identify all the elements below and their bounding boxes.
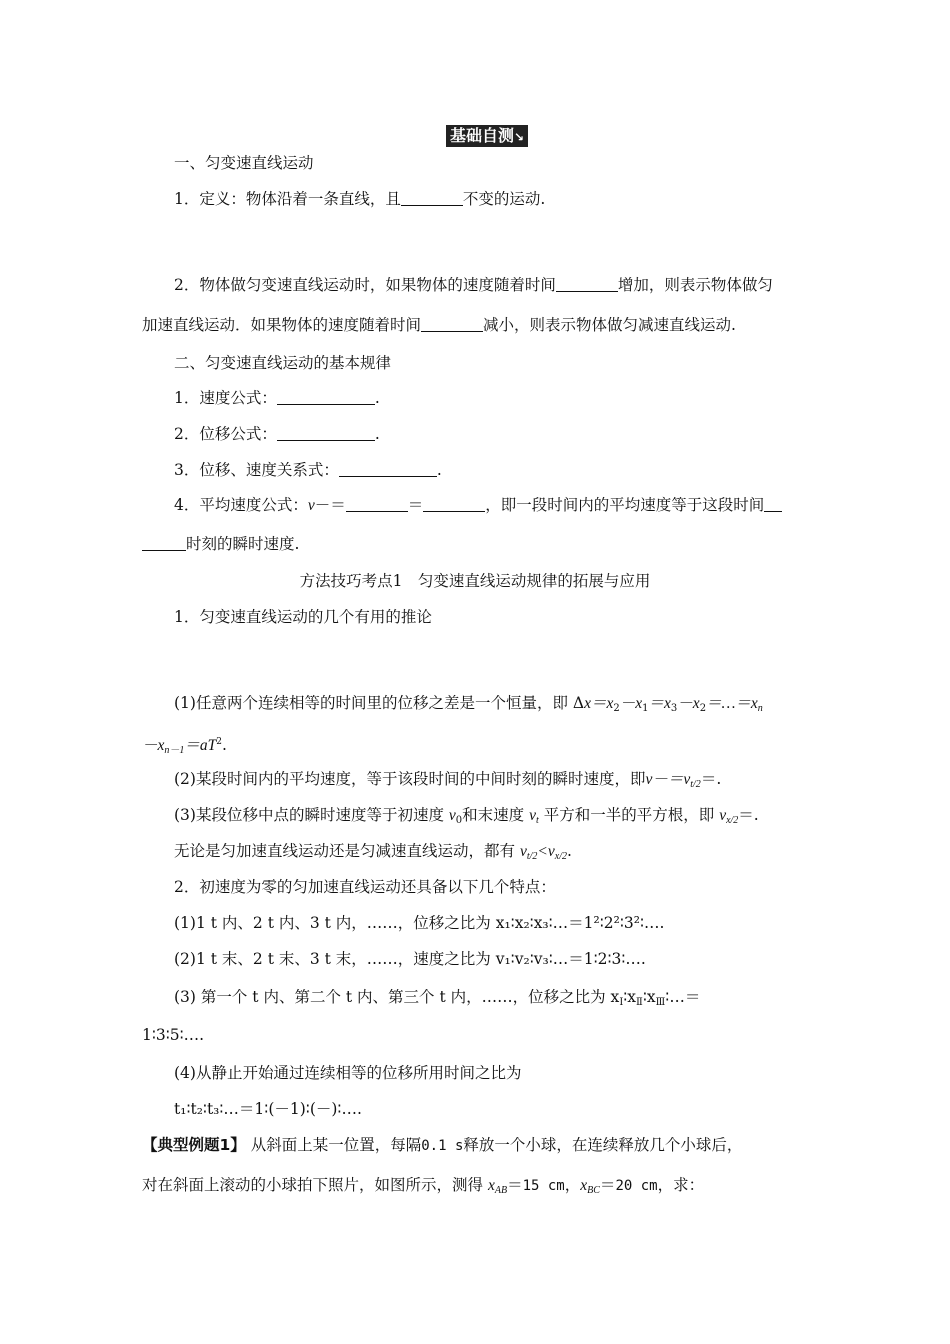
blank bbox=[423, 497, 485, 512]
feature-4-ratio: t₁∶t₂∶t₃∶…＝1∶(－1)∶(－)∶…. bbox=[174, 1100, 362, 1118]
blank bbox=[346, 497, 408, 512]
feature-3-line-2: 1∶3∶5∶…. bbox=[142, 1026, 205, 1044]
formula-relation: 3．位移、速度关系式： . bbox=[174, 461, 442, 479]
blank bbox=[277, 426, 375, 441]
features-heading: 2．初速度为零的匀加速直线运动还具备以下几个特点： bbox=[174, 878, 556, 896]
inference-1-line-1: (1)任意两个连续相等的时间里的位移之差是一个恒量，即 $\Delta x=x_2-x_1=x_3-x_2=\dots=x_n$ bbox=[174, 694, 763, 714]
para-2-line-1: 2．物体做匀变速直线运动时，如果物体的速度随着时间 增加，则表示物体做匀 bbox=[174, 276, 773, 294]
blank bbox=[401, 191, 463, 206]
blank bbox=[421, 317, 483, 332]
example-label: 【典型例题1】 bbox=[142, 1136, 246, 1154]
inference-4: 无论是匀加速直线运动还是匀减速直线运动，都有 $v_{t/2}<v_{x/2}$. bbox=[174, 842, 572, 862]
section-badge bbox=[446, 125, 528, 147]
inference-heading: 1．匀变速直线运动的几个有用的推论 bbox=[174, 608, 432, 626]
para-2-line-2: 加速直线运动．如果物体的速度随着时间 减小，则表示物体做匀减速直线运动. bbox=[142, 316, 736, 334]
arrow-icon: ↘ bbox=[514, 130, 525, 144]
inference-2: (2)某段时间内的平均速度，等于该段时间的中间时刻的瞬时速度，即$v-=v_{t/2}=$. bbox=[174, 770, 722, 790]
feature-2: (2)1 t 末、2 t 末、3 t 末，……，速度之比为 v₁∶v₂∶v₃∶…＝1∶2∶3∶…. bbox=[174, 950, 646, 968]
inference-3: (3)某段位移中点的瞬时速度等于初速度 $v_0$和末速度 $v_t$ 平方和一半的平方根，即 $v_{x/2}=$. bbox=[174, 806, 759, 826]
formula-velocity: 1．速度公式： . bbox=[174, 389, 380, 407]
feature-3-line-1: (3) 第一个 t 内、第二个 t 内、第三个 t 内，……，位移之比为 $x_Ⅰ∶x_Ⅱ∶x_Ⅲ∶\dots=$ bbox=[174, 988, 701, 1008]
definition-line: 1．定义：物体沿着一条直线，且 不变的运动. bbox=[174, 190, 546, 208]
blank bbox=[277, 390, 375, 405]
feature-4: (4)从静止开始通过连续相等的位移所用时间之比为 bbox=[174, 1064, 522, 1082]
method-title: 方法技巧考点1 匀变速直线运动规律的拓展与应用 bbox=[299, 572, 651, 590]
section-title-2: 二、匀变速直线运动的基本规律 bbox=[174, 354, 392, 372]
badge-text: 基础自测 bbox=[450, 126, 515, 145]
example-line-2: 对在斜面上滚动的小球拍下照片，如图所示，测得 $x_{AB}=15$ cm，$x_{BC}=20$ cm，求： bbox=[142, 1176, 705, 1196]
blank bbox=[764, 497, 782, 512]
formula-average-velocity-cont: 时刻的瞬时速度. bbox=[142, 533, 299, 555]
blank bbox=[339, 462, 437, 477]
formula-displacement: 2．位移公式： . bbox=[174, 425, 380, 443]
feature-1: (1)1 t 内、2 t 内、3 t 内，……，位移之比为 x₁∶x₂∶x₃∶…＝1²∶2²∶3²∶…. bbox=[174, 914, 665, 932]
formula-average-velocity: 4．平均速度公式：v－＝ ＝ ，即一段时间内的平均速度等于这段时间 bbox=[174, 494, 782, 517]
example-line-1: 【典型例题1】 从斜面上某一位置，每隔0.1 s释放一个小球，在连续释放几个小球后， bbox=[142, 1136, 743, 1154]
inference-1-line-2: $-x_{n-1}=aT^2$. bbox=[142, 736, 227, 756]
blank bbox=[556, 277, 618, 292]
section-title-1: 一、匀变速直线运动 bbox=[174, 154, 314, 172]
blank bbox=[142, 536, 186, 551]
